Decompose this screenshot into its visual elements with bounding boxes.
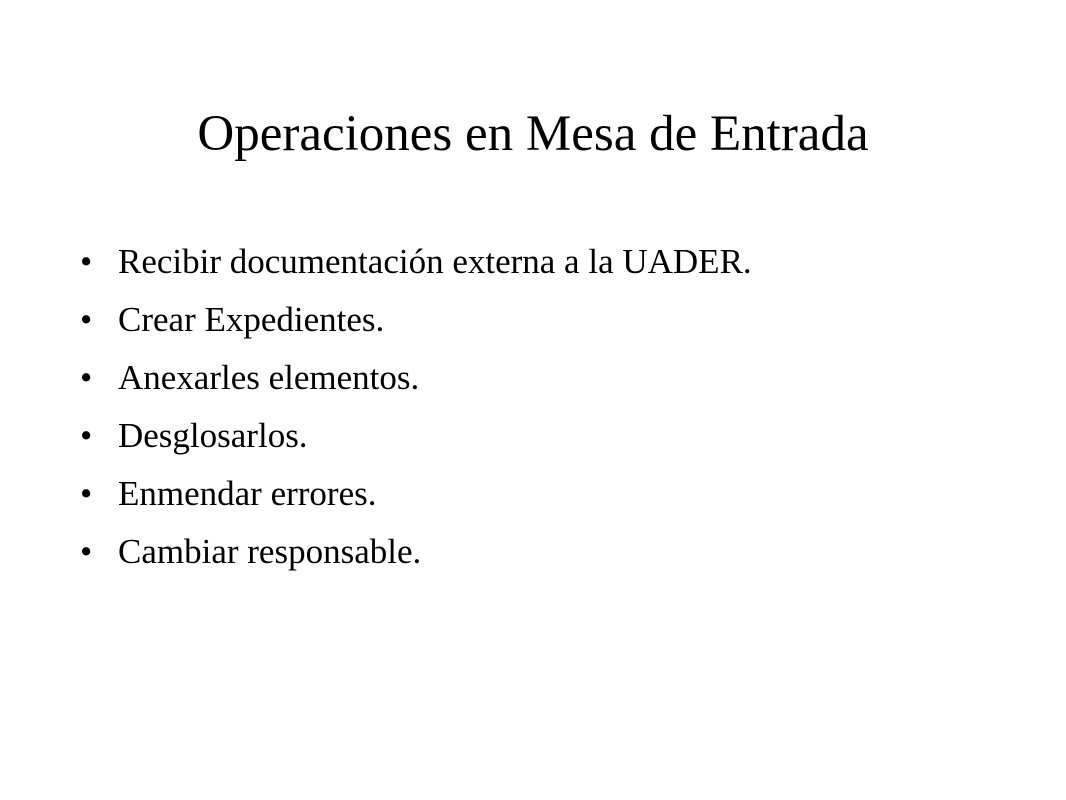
list-item <box>80 233 752 291</box>
bullet-text: Recibir documentación externa a la UADER. <box>118 242 752 281</box>
bullet-icon: • <box>80 474 93 513</box>
bullet-list <box>80 233 752 581</box>
bullet-text: Crear Expedientes. <box>118 300 385 339</box>
slide-title: Operaciones en Mesa de Entrada <box>197 106 869 162</box>
bullet-icon: • <box>80 358 93 397</box>
bullet-text: Anexarles elementos. <box>118 358 420 397</box>
list-item <box>80 465 752 523</box>
bullet-text: Enmendar errores. <box>118 474 377 513</box>
bullet-text: Desglosarlos. <box>118 416 308 455</box>
bullet-icon: • <box>80 532 93 571</box>
list-item <box>80 407 752 465</box>
list-item <box>80 523 752 581</box>
bullet-icon: • <box>80 242 93 281</box>
bullet-text: Cambiar responsable. <box>118 532 422 571</box>
bullet-icon: • <box>80 416 93 455</box>
list-item <box>80 291 752 349</box>
bullet-icon: • <box>80 300 93 339</box>
list-item <box>80 349 752 407</box>
